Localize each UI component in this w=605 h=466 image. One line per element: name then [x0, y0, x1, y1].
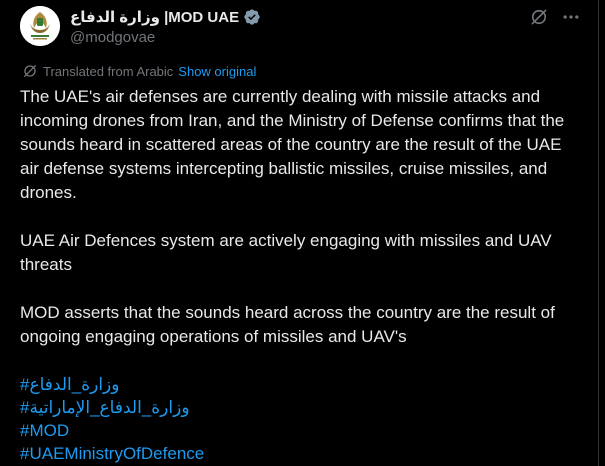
- post-paragraph: The UAE's air defenses are currently dealing with missile attacks and incoming drones from Iran, and the Ministry of Defense confirms that the sounds heard in scattered areas of the country are the result of the UAE air defense systems intercepting ballistic missiles, cruise missiles, and drones.: [20, 87, 565, 202]
- avatar[interactable]: [20, 6, 60, 46]
- translate-icon: [22, 63, 38, 79]
- post-paragraph: MOD asserts that the sounds heard across the country are the result of ongoing engaging operations of missiles and UAV's: [20, 303, 555, 346]
- post-header-actions: [528, 6, 582, 28]
- hashtag-list: [20, 373, 204, 465]
- hashtag-link[interactable]: #UAEMinistryOfDefence: [20, 444, 205, 463]
- show-original-link[interactable]: Show original: [178, 63, 257, 79]
- grok-icon[interactable]: [528, 6, 550, 28]
- account-handle[interactable]: @modgovae: [70, 29, 156, 46]
- translation-notice: [22, 63, 256, 79]
- display-name[interactable]: وزارة الدفاع |MOD UAE: [70, 9, 240, 26]
- mod-emblem-logo: [20, 6, 60, 46]
- verified-badge-icon[interactable]: [243, 8, 261, 26]
- hashtag-link[interactable]: #وزارة_الدفاع: [20, 375, 120, 394]
- post-text: [20, 85, 585, 373]
- translated-from-label: Translated from Arabic: [43, 63, 174, 79]
- post-paragraph: UAE Air Defences system are actively engaging with missiles and UAV threats: [20, 231, 552, 274]
- more-options-icon[interactable]: [560, 6, 582, 28]
- hashtag-link[interactable]: #MOD: [20, 421, 70, 440]
- hashtag-link[interactable]: #وزارة_الدفاع_الإماراتية: [20, 398, 190, 417]
- name-row: [70, 8, 261, 26]
